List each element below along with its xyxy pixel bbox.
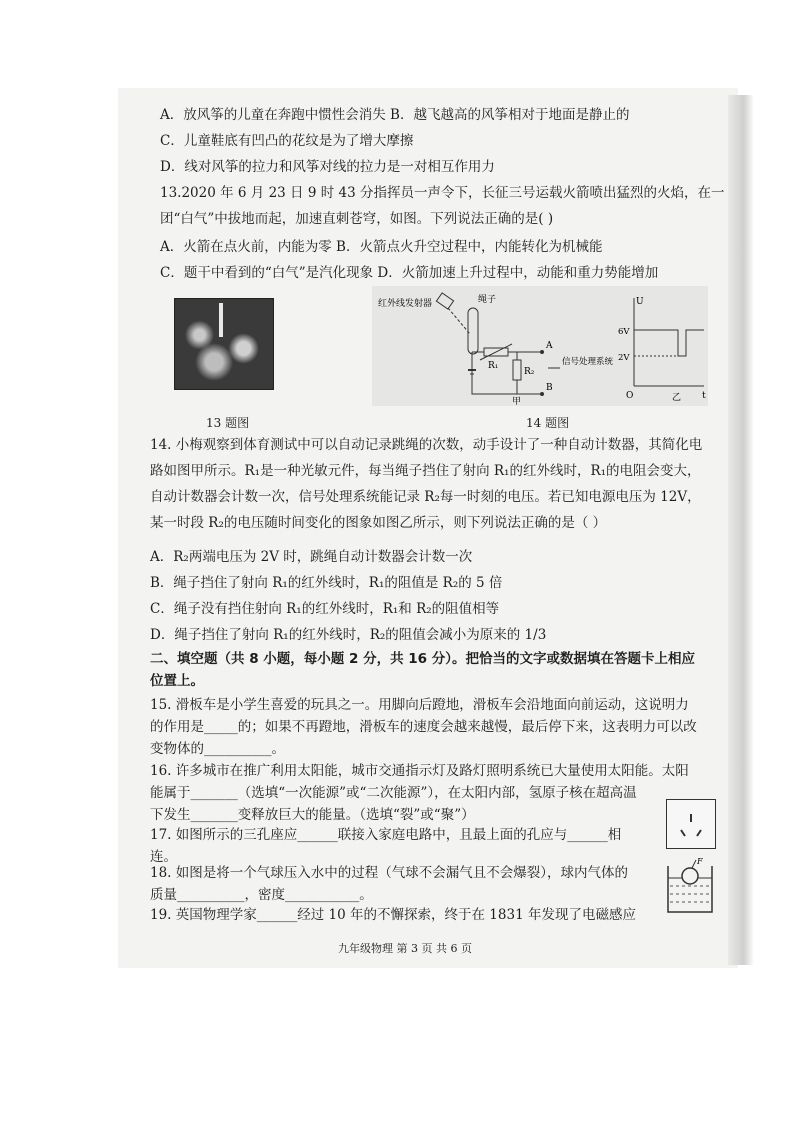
q15-line2: 的作用是_____的；如果不再蹬地，滑板车的速度会越来越慢，最后停下来，这表明力可以改 (150, 719, 697, 735)
balloon-in-water-figure (666, 856, 714, 914)
q18-line2: 质量__________，密度___________。 (150, 887, 373, 903)
q12-option-ab: A．放风筝的儿童在奔跑中惯性会消失 B．越飞越高的风筝相对于地面是静止的 (160, 107, 630, 123)
q13-stem-line2: 团“白气”中拔地而起，加速直刺苍穹，如图。下列说法正确的是( ) (160, 211, 554, 227)
emitter-icon (436, 293, 453, 309)
axis-t-label: t (702, 391, 706, 401)
infrared-beam (448, 308, 470, 334)
yi-label: 乙 (672, 393, 682, 403)
q14-option-a: A．R₂两端电压为 2V 时，跳绳自动计数器会计数一次 (150, 549, 473, 565)
section2-title-line2: 位置上。 (150, 673, 204, 689)
emitter-label: 红外线发射器 (378, 299, 433, 309)
q12-option-c: C．儿童鞋底有凹凸的花纹是为了增大摩擦 (160, 133, 414, 149)
q16-line3: 下发生_______变释放巨大的能量。（选填“裂”或“聚”） (150, 807, 475, 823)
q14-option-d: D．绳子挡住了射向 R₁的红外线时，R₂的阻值会减小为原来的 1/3 (150, 627, 547, 643)
force-label: F (697, 857, 703, 866)
level-6v-label: 6V (618, 327, 630, 337)
q14-option-b: B．绳子挡住了射向 R₁的红外线时，R₁的阻值是 R₂的 5 倍 (150, 575, 503, 591)
jia-label: 甲 (512, 397, 522, 406)
processor-label: 信号处理系统 (562, 357, 614, 367)
q16-line2: 能属于_______（选填“一次能源”或“二次能源”），在太阳内部，氢原子核在超高温 (150, 785, 637, 801)
balloon-icon (666, 856, 714, 914)
axis-u-label: U (636, 297, 644, 307)
q13-option-ab: A．火箭在点火前，内能为零 B．火箭点火升空过程中，内能转化为机械能 (160, 239, 603, 255)
r2-resistor (513, 360, 521, 380)
fig14-caption: 14 题图 (526, 416, 570, 430)
point-b-label: B (546, 383, 553, 393)
q13-stem-line1: 13.2020 年 6 月 23 日 9 时 43 分指挥员一声令下，长征三号运载火箭喷出猛烈的火焰，在一 (160, 185, 725, 201)
q14-line3: 自动计数器会计数一次，信号处理系统能记录 R₂每一时刻的电压。若已知电源电压为 12V， (150, 489, 701, 505)
q14-line2: 路如图甲所示。R₁是一种光敏元件，每当绳子挡住了射向 R₁的红外线时，R₁的电阻会变大， (150, 463, 701, 479)
fig14-circuit-diagram (372, 286, 708, 406)
socket-icon (667, 800, 715, 848)
q14-line4: 某一时段 R₂的电压随时间变化的图象如图乙所示，则下列说法正确的是（ ） (150, 515, 607, 531)
r2-label: R₂ (524, 367, 535, 377)
point-b-dot (540, 392, 544, 396)
q15-line3: 变物体的__________。 (150, 741, 285, 757)
voltage-waveform (634, 330, 704, 356)
level-2v-label: 2V (618, 353, 630, 363)
page-footer: 九年级物理 第 3 页 共 6 页 (338, 942, 472, 955)
q18-line1: 18. 如图是将一个气球压入水中的过程（气球不会漏气且不会爆裂），球内气体的 (150, 865, 629, 881)
q14-line1: 14. 小梅观察到体育测试中可以自动记录跳绳的次数，动手设计了一种自动计数器，其简化电 (150, 437, 703, 453)
r1-label: R₁ (488, 361, 499, 371)
rope-icon (468, 308, 478, 354)
q17-line2: 连。 (150, 849, 177, 865)
section2-title-line1: 二、填空题（共 8 小题，每小题 2 分，共 16 分）。把恰当的文字或数据填在答题卡上相应 (150, 651, 696, 667)
q15-line1: 15. 滑板车是小学生喜爱的玩具之一。用脚向后蹬地，滑板车会沿地面向前运动，这说明力 (150, 697, 689, 713)
q19-line1: 19. 英国物理学家______经过 10 年的不懈探索，终于在 1831 年发现了电磁感应 (150, 907, 636, 923)
origin-label: O (626, 391, 634, 401)
three-hole-socket-figure (666, 799, 716, 849)
rocket-icon (219, 303, 223, 337)
q14-option-c: C．绳子没有挡住射向 R₁的红外线时，R₁和 R₂的阻值相等 (150, 601, 500, 617)
q13-option-cd: C．题干中看到的“白气”是汽化现象 D．火箭加速上升过程中，动能和重力势能增加 (160, 265, 659, 281)
fig13-caption: 13 题图 (206, 416, 250, 430)
rope-label: 绳子 (478, 295, 497, 305)
rocket-launch-photo (174, 298, 274, 390)
q17-line1: 17. 如图所示的三孔座应______联接入家庭电路中，且最上面的孔应与______相 (150, 827, 622, 843)
q12-option-d: D．线对风筝的拉力和风筝对线的拉力是一对相互作用力 (160, 159, 495, 175)
q16-line1: 16. 许多城市在推广利用太阳能，城市交通指示灯及路灯照明系统已大量使用太阳能。太阳 (150, 763, 689, 779)
circuit-svg (372, 286, 708, 406)
point-a-dot (540, 350, 544, 354)
point-a-label: A (546, 341, 553, 351)
page-edge-shadow (728, 95, 754, 965)
r1-arrow (480, 344, 512, 360)
